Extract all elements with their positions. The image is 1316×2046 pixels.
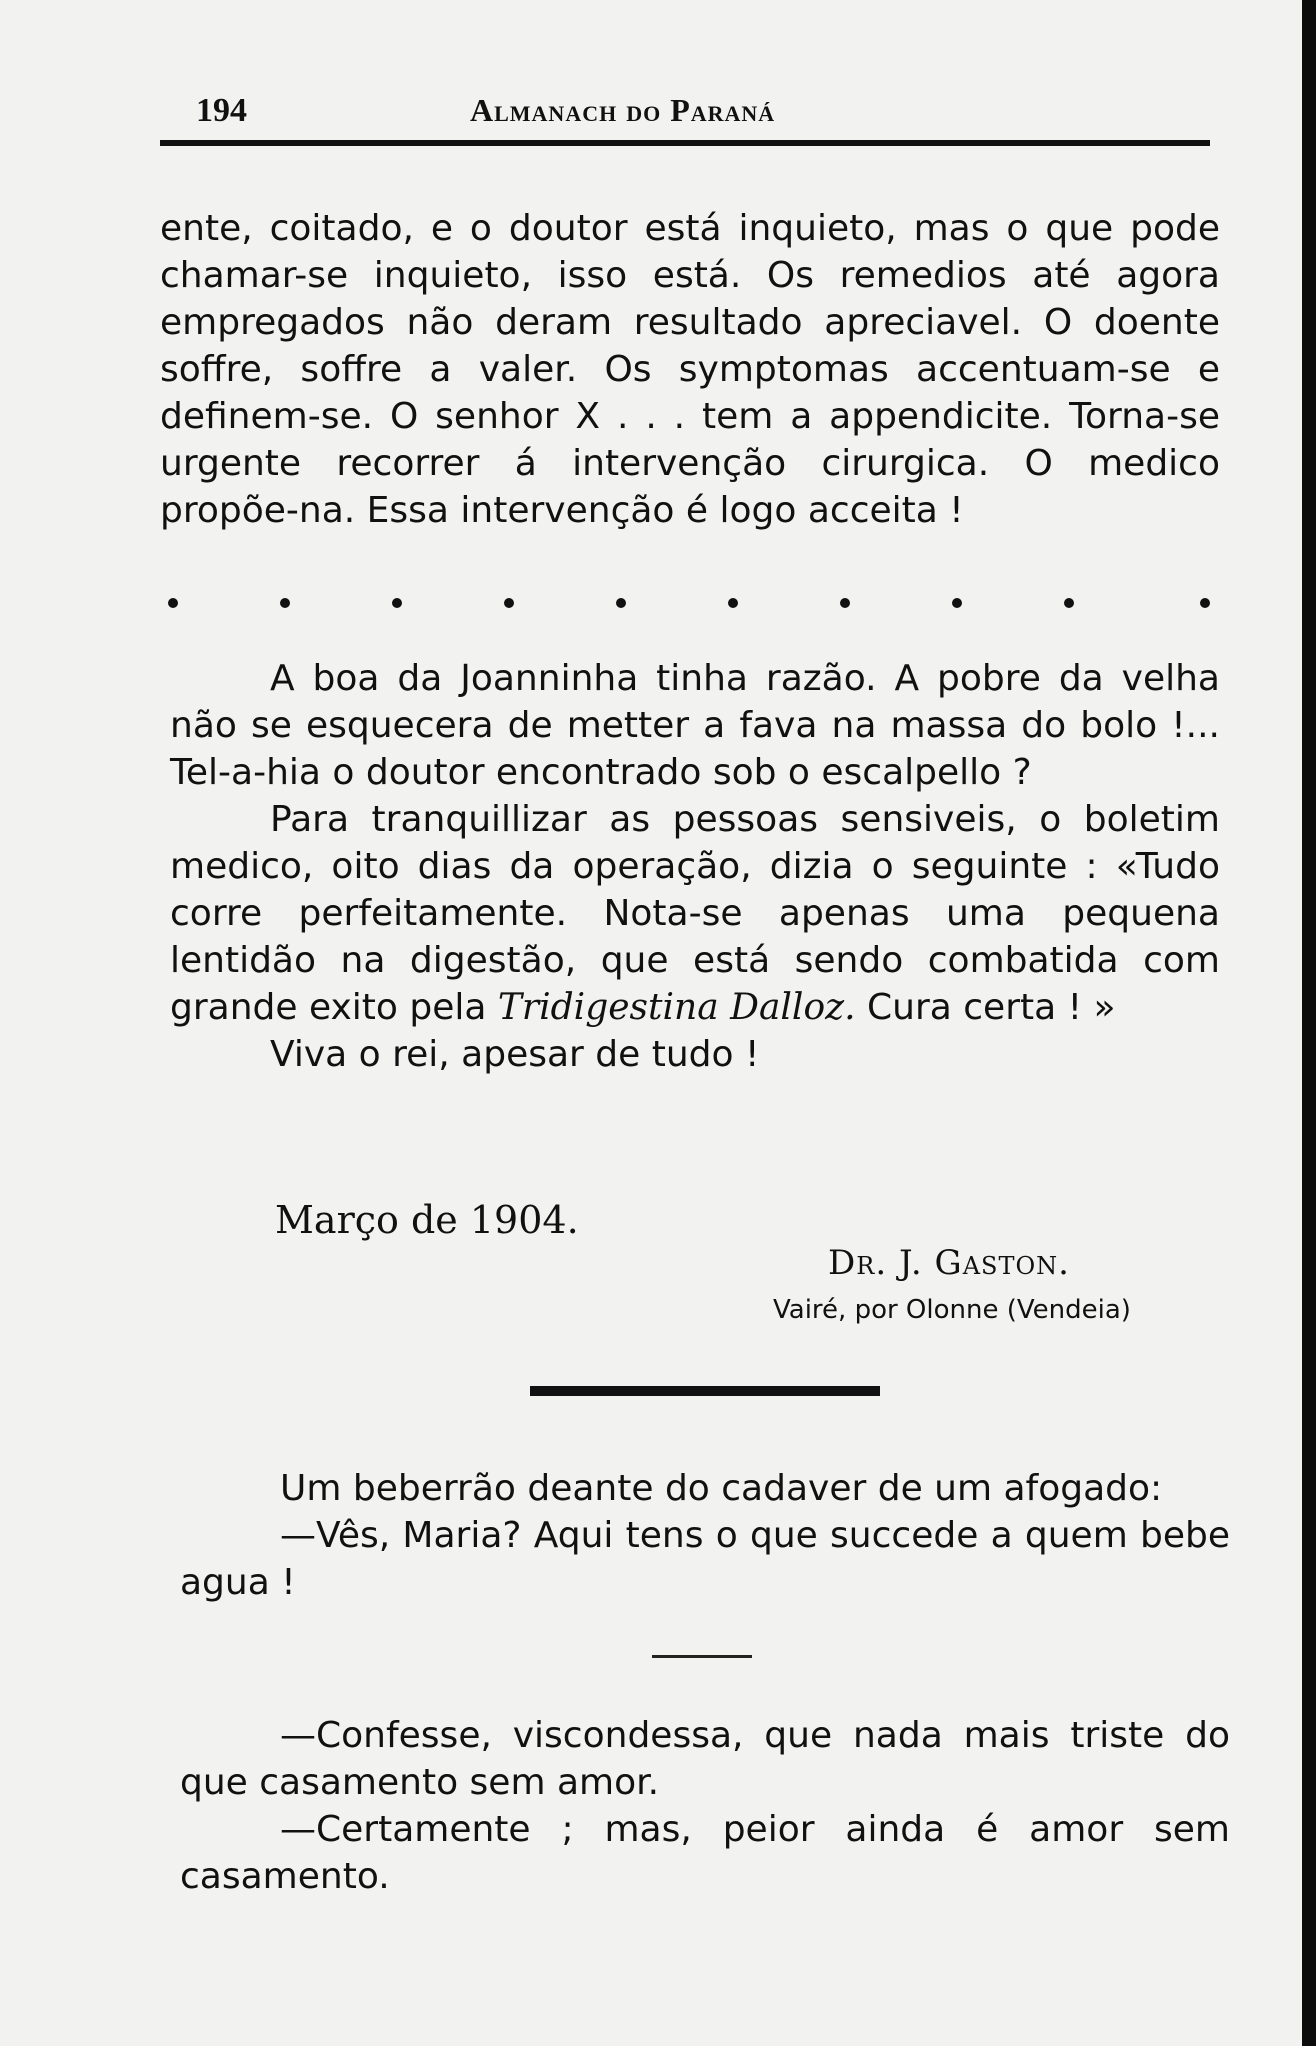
page-edge: [1302, 0, 1316, 2046]
joke-line: —Vês, Maria? Aqui tens o que succede a quem bebe agua !: [180, 1515, 1230, 1603]
paragraph: [170, 796, 1220, 1031]
date-line: Março de 1904.: [275, 1198, 579, 1242]
section-rule: [530, 1386, 880, 1396]
author-place: Vairé, por Olonne (Vendeia): [773, 1295, 1131, 1325]
article-continuation: [160, 205, 1220, 534]
page-number: 194: [196, 92, 247, 129]
product-name: Tridigestina Dalloz.: [497, 987, 856, 1028]
article-conclusion: [170, 655, 1220, 1078]
ellipsis-divider: [160, 598, 1220, 618]
header-rule: [160, 140, 1210, 146]
joke-line: —Certamente ; mas, peior ainda é amor sem casamento.: [180, 1809, 1230, 1897]
paragraph-text: Cura certa ! »: [867, 987, 1116, 1028]
running-title: Almanach do Paraná: [470, 92, 776, 128]
joke-section: [180, 1465, 1230, 1606]
joke-section: [180, 1712, 1230, 1900]
paragraph: A boa da Joanninha tinha razão. A pobre da velha não se esquecera de metter a fava na massa do bolo !... Tel-a-hia o doutor encontrado sob o escalpello ?: [170, 658, 1220, 793]
author-signature: Dr. J. Gaston.: [828, 1243, 1070, 1283]
running-header: [160, 92, 1210, 136]
joke-line: —Confesse, viscondessa, que nada mais triste do que casamento sem amor.: [180, 1715, 1230, 1803]
paragraph-text: Para tranquillizar as pessoas sensiveis, o boletim medico, oito dias da operação, dizia o seguinte : «Tudo corre perfeitamente. Nota-se apenas uma pequena lentidão na digestão, que está sendo combatida com grande exito pela: [170, 799, 1220, 1028]
paragraph: ente, coitado, e o doutor está inquieto, mas o que pode chamar-se inquieto, isso está. Os remedios até agora empregados não deram resultado apreciavel. O doente soffre, soffre a valer. Os symptomas accentuam-se e definem-se. O senhor X . . . tem a appendicite. Torna-se urgente recorrer á intervenção cirurgica. O medico propõe-na. Essa intervenção é logo acceita !: [160, 208, 1220, 531]
paragraph: Viva o rei, apesar de tudo !: [270, 1034, 760, 1075]
short-rule: [652, 1655, 752, 1658]
joke-intro: Um beberrão deante do cadaver de um afogado:: [280, 1468, 1163, 1509]
